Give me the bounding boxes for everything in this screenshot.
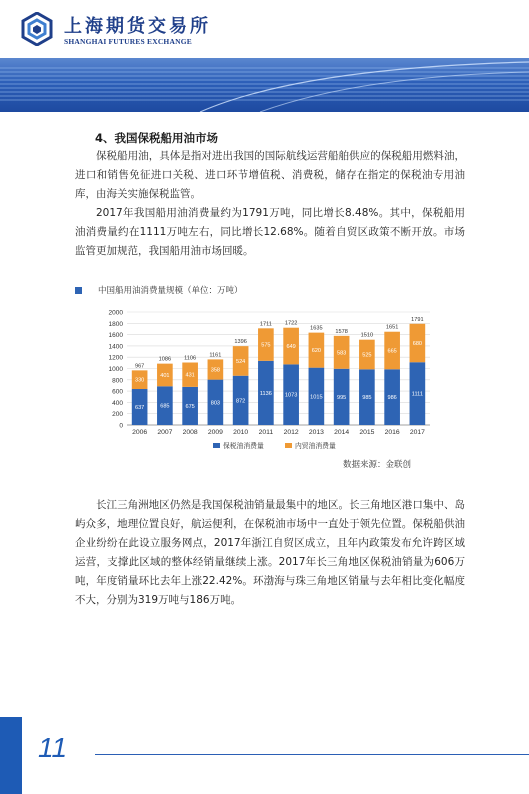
bar-label-total: 1651 — [385, 324, 399, 331]
bar-label-bonded: 985 — [362, 395, 372, 402]
x-tick-label: 2012 — [283, 429, 299, 436]
y-tick-label: 800 — [112, 377, 123, 385]
logo-english-text: SHANGHAI FUTURES EXCHANGE — [64, 37, 192, 46]
paragraph: 长江三角洲地区仍然是我国保税油销量最集中的地区。长三角地区港口集中、岛屿众多，地理位置良好，航运便利，在保税油市场中一直处于领先位置。保税船供油企业纷纷在此设立服务网点，2017年浙江自贸区成立，且年内政策发布允许跨区域运营，支撑此区域的整体经销量继续上涨。2017年长三角地区保税油销量为606万吨，年度销量环比去年上涨22.42%。环渤海与珠三角地区销量与去年相比变化幅度不大，分别为319万吨与186万吨。 — [75, 499, 465, 606]
bar-label-total: 967 — [134, 363, 145, 370]
legend-swatch-bonded — [213, 443, 220, 448]
sfe-logo-icon — [20, 12, 54, 46]
bar-label-total: 1791 — [411, 316, 424, 323]
bar-label-bonded: 1073 — [284, 392, 298, 399]
bar-label-bonded: 675 — [185, 403, 195, 410]
x-tick-label: 2015 — [359, 429, 375, 436]
x-tick-label: 2010 — [233, 429, 249, 436]
bar-label-bonded: 1136 — [259, 390, 272, 397]
bar-label-total: 1106 — [184, 355, 197, 362]
y-tick-label: 400 — [112, 399, 123, 407]
section-heading: 4、我国保税船用油市场 — [95, 131, 219, 145]
x-tick-label: 2017 — [409, 429, 425, 436]
bar-label-domestic: 524 — [235, 358, 246, 365]
bar-label-bonded: 685 — [160, 403, 170, 410]
bar-label-total: 1161 — [209, 352, 222, 359]
caption-square-icon — [75, 287, 82, 294]
section-bonded-fuel — [75, 130, 465, 261]
bar-label-bonded: 872 — [235, 398, 246, 405]
x-tick-label: 2014 — [334, 429, 350, 436]
logo-chinese-text: 上海期货交易所 — [64, 16, 211, 37]
bar-label-bonded: 1111 — [411, 391, 423, 398]
x-tick-label: 2013 — [308, 429, 324, 436]
header-band — [0, 58, 529, 112]
bar-label-total: 1086 — [158, 356, 172, 363]
bar-label-domestic: 358 — [210, 367, 221, 374]
bar-label-domestic: 583 — [336, 350, 347, 357]
bar-label-domestic: 431 — [185, 372, 195, 379]
bar-label-domestic: 401 — [160, 372, 170, 379]
section-regional — [75, 496, 465, 610]
chart-title: 中国船用油消费量规模（单位：万吨） — [98, 286, 243, 296]
data-source: 数据来源：金联创 — [343, 460, 412, 470]
legend-swatch-domestic — [285, 443, 292, 448]
y-tick-label: 1000 — [108, 366, 123, 373]
y-tick-label: 0 — [119, 422, 123, 430]
bar-label-domestic: 665 — [387, 348, 397, 355]
y-tick-label: 1400 — [108, 343, 123, 351]
bar-label-bonded: 1015 — [310, 394, 323, 401]
bar-label-total: 1711 — [259, 321, 272, 328]
page-header — [0, 0, 529, 58]
y-tick-label: 1600 — [108, 332, 123, 340]
paragraph: 保税船用油，具体是指对进出我国的国际航线运营船舶供应的保税船用燃料油，进口和销售免征进口关税、进口环节增值税、消费税，储存在指定的保税油专用油库，由海关实施保税监管。 — [75, 150, 465, 200]
bar-label-domestic: 680 — [412, 341, 423, 348]
y-tick-label: 200 — [112, 411, 123, 419]
bar-label-domestic: 649 — [286, 344, 296, 351]
bar-label-domestic: 525 — [362, 352, 372, 359]
bar-label-bonded: 995 — [336, 394, 347, 401]
legend-label-domestic: 内贸油消费量 — [295, 442, 336, 450]
y-tick-label: 1200 — [108, 354, 123, 362]
x-tick-label: 2011 — [258, 429, 274, 436]
bar-label-total: 1722 — [284, 320, 298, 327]
bar-label-total: 1578 — [335, 328, 348, 335]
x-tick-label: 2008 — [182, 429, 198, 436]
x-tick-label: 2016 — [384, 429, 400, 436]
bar-label-domestic: 620 — [311, 348, 322, 355]
x-tick-label: 2006 — [132, 429, 148, 436]
footer-accent-bar — [0, 717, 22, 794]
y-tick-label: 1800 — [108, 320, 123, 328]
bar-label-total: 1510 — [360, 332, 374, 339]
footer-divider — [95, 754, 529, 755]
legend-label-bonded: 保税油消费量 — [223, 442, 264, 450]
y-tick-label: 600 — [112, 388, 123, 396]
stacked-bar-chart — [95, 302, 435, 456]
bar-label-bonded: 637 — [134, 405, 145, 412]
bar-label-bonded: 986 — [387, 395, 397, 402]
bar-label-bonded: 803 — [210, 400, 221, 407]
x-tick-label: 2007 — [157, 429, 173, 436]
bar-label-domestic: 330 — [134, 377, 145, 384]
page-number: 11 — [38, 732, 68, 763]
bar-label-total: 1635 — [310, 325, 323, 332]
bar-label-domestic: 575 — [261, 342, 271, 349]
x-tick-label: 2009 — [207, 429, 223, 436]
y-tick-label: 2000 — [108, 309, 123, 317]
band-decoration — [0, 58, 529, 112]
paragraph: 2017年我国船用油消费量约为1791万吨，同比增长8.48%。其中，保税船用油消费量约在1111万吨左右，同比增长12.68%。随着自贸区政策不断开放。市场监管更加规范，我国船用油市场回暖。 — [75, 207, 465, 257]
bar-label-total: 1396 — [234, 339, 247, 346]
